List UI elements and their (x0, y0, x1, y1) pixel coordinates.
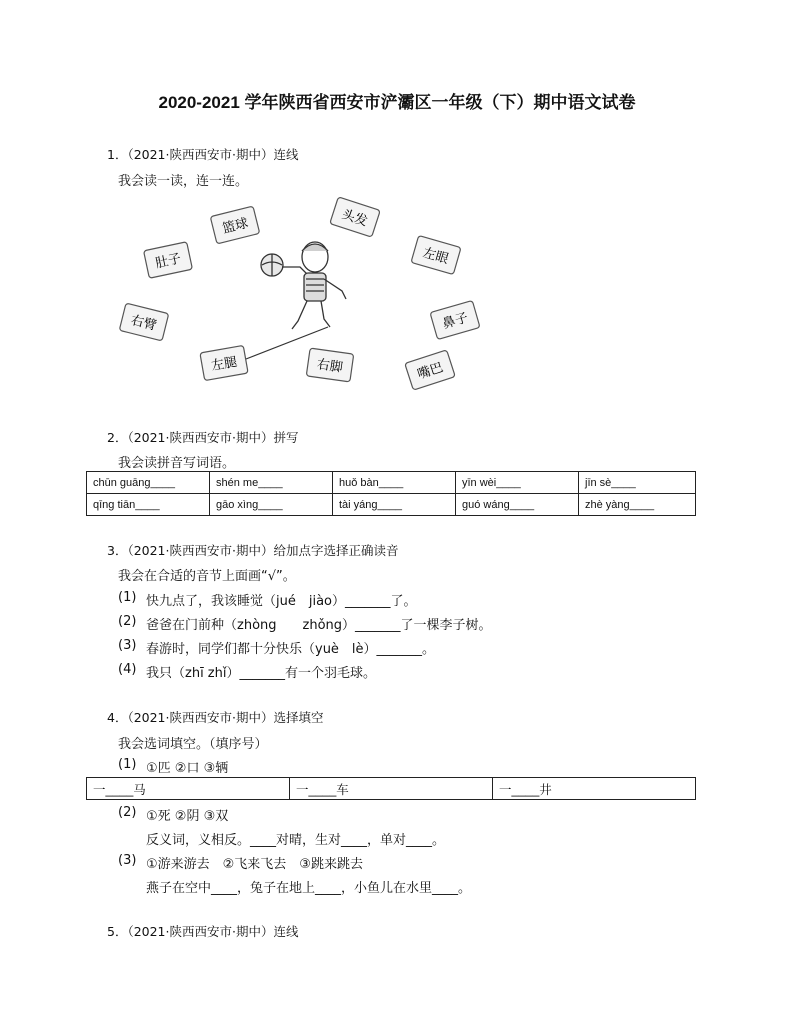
q4-measure-table (86, 777, 696, 800)
table-row (87, 472, 696, 494)
q3-item-num: (3) (118, 638, 137, 653)
q3-item-text: 快九点了，我该睡觉（jué jiào）_______了。 (146, 594, 417, 609)
q4-instruction: 我会选词填空。（填序号） (118, 737, 268, 752)
table-row (87, 778, 696, 800)
q4-part3-text: 燕子在空中____，兔子在地上____，小鱼儿在水里____。 (146, 881, 472, 896)
card-label: 嘴巴 (415, 360, 446, 383)
card-label: 肚子 (154, 251, 183, 272)
q4-part1-num: (1) (118, 757, 137, 772)
pinyin-cell: shén me____ (210, 472, 333, 494)
q1-illustration (110, 195, 490, 395)
card-label: 篮球 (220, 216, 250, 237)
measure-cell: 一____马 (87, 778, 290, 800)
card-bizi[interactable] (430, 300, 480, 339)
card-label: 右臂 (129, 313, 159, 334)
card-zuiba[interactable] (405, 350, 455, 390)
pinyin-cell: gāo xìng____ (210, 494, 333, 516)
q4-part3-options: ①游来游去 ②飞来飞去 ③跳来跳去 (146, 857, 363, 872)
card-youbi[interactable] (119, 303, 168, 341)
pinyin-cell: qīng tiān____ (87, 494, 210, 516)
q2-pinyin-table (86, 471, 696, 516)
q3-instruction: 我会在合适的音节上面画“√”。 (118, 569, 296, 584)
card-label: 左眼 (421, 245, 451, 268)
pinyin-cell: jīn sè____ (579, 472, 696, 494)
pinyin-cell: tài yáng____ (333, 494, 456, 516)
pinyin-cell: guó wáng____ (456, 494, 579, 516)
q3-item-text: 我只（zhī zhǐ）_______有一个羽毛球。 (146, 666, 376, 681)
q5-heading: 5．（2021·陕西西安市·期中）连线 (107, 924, 299, 939)
q1-instruction: 我会读一读，连一连。 (118, 174, 249, 189)
pinyin-cell: chūn guāng____ (87, 472, 210, 494)
pinyin-cell: huǒ bàn____ (333, 472, 456, 494)
q3-item-num: (2) (118, 614, 137, 629)
page-title: 2020-2021 学年陕西省西安市浐灞区一年级（下）期中语文试卷 (158, 93, 636, 112)
q1-heading: 1．（2021·陕西西安市·期中）连线 (107, 147, 299, 162)
card-toufa[interactable] (330, 197, 380, 237)
q2-instruction: 我会读拼音写词语。 (118, 456, 236, 471)
q2-heading: 2．（2021·陕西西安市·期中）拼写 (107, 430, 299, 445)
card-duzi[interactable] (144, 242, 193, 279)
q4-heading: 4．（2021·陕西西安市·期中）选择填空 (107, 710, 324, 725)
boy-figure (261, 242, 346, 329)
q4-part3-num: (3) (118, 853, 137, 868)
q3-item-num: (4) (118, 662, 137, 677)
card-lanqiu[interactable] (210, 206, 259, 244)
card-label: 左腿 (210, 354, 239, 375)
card-label: 鼻子 (440, 310, 470, 333)
card-zuoyan[interactable] (411, 235, 461, 274)
q4-part2-num: (2) (118, 805, 137, 820)
measure-cell: 一____井 (493, 778, 696, 800)
q3-item-text: 春游时，同学们都十分快乐（yuè lè）_______。 (146, 642, 436, 657)
card-youjiao[interactable] (306, 348, 353, 382)
q4-part2-options: ①死 ②阴 ③双 (146, 809, 229, 824)
table-row (87, 494, 696, 516)
q3-item-text: 爸爸在门前种（zhòng zhǒng）_______了一棵李子树。 (146, 618, 492, 633)
q4-part2-text: 反义词，义相反。____对晴，生对____，单对____。 (146, 833, 446, 848)
card-label: 右脚 (315, 357, 344, 376)
pinyin-cell: yīn wèi____ (456, 472, 579, 494)
card-zuotui[interactable] (200, 345, 248, 380)
measure-cell: 一____车 (290, 778, 493, 800)
pinyin-cell: zhè yàng____ (579, 494, 696, 516)
q3-heading: 3．（2021·陕西西安市·期中）给加点字选择正确读音 (107, 543, 399, 558)
q4-part1-options: ①匹 ②口 ③辆 (146, 761, 229, 776)
q3-item-num: (1) (118, 590, 137, 605)
card-label: 头发 (339, 207, 370, 230)
